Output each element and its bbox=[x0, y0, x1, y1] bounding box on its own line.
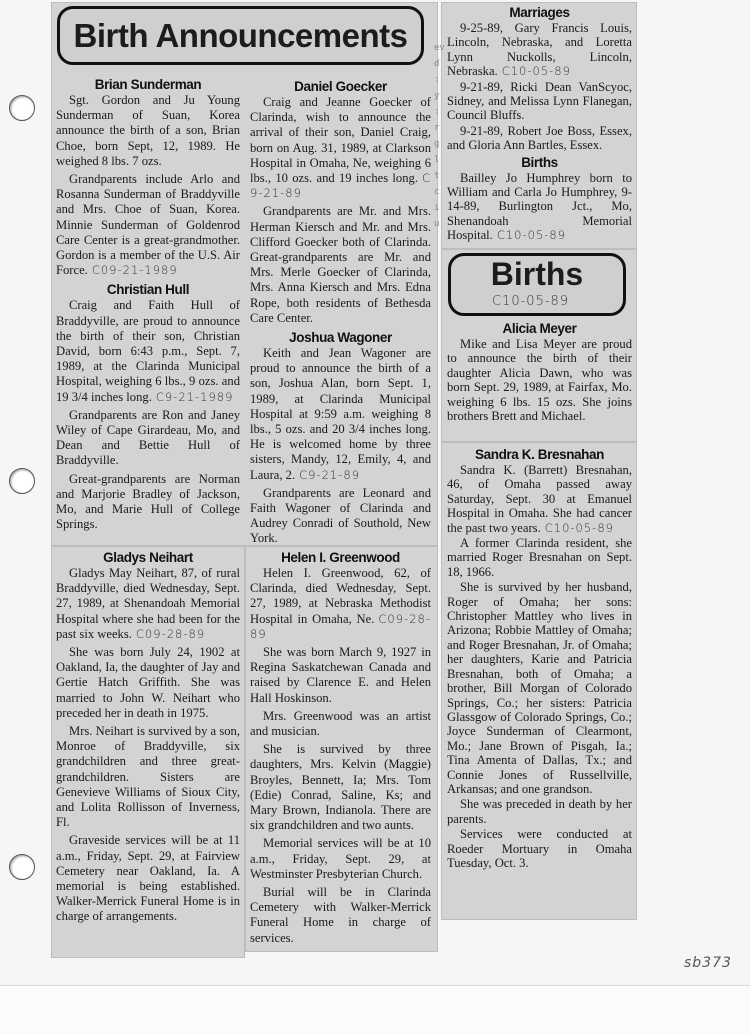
article-paragraph bbox=[56, 408, 240, 469]
paragraph-text: Keith and Jean Wagoner are proud to announce the birth of a son, Joshua Alan, born Sept. 1, 1989, at Clarinda Municipal Hospital at 9:59 a.m. weighing 8 lbs., 5 ozs. and 20 3/4 inches long. He is welcomed home by three sisters, Mandy, 12, Emily, 4, and Laura, 2. bbox=[250, 346, 431, 482]
article-paragraph bbox=[447, 827, 632, 870]
paragraph-text: Sgt. Gordon and Ju Young Sunderman of Suan, Korea announce the birth of a son, Brian Choe, born Sept, 12, 1989. He weighed 8 lbs. 7 ozs. bbox=[56, 93, 240, 168]
article-heading: Alicia Meyer bbox=[502, 321, 577, 336]
article-births bbox=[447, 154, 632, 243]
handwritten-date-note: C9-21-1989 bbox=[155, 389, 234, 404]
article-paragraph bbox=[447, 580, 632, 796]
article-christian-hull bbox=[56, 281, 240, 532]
article-heading: Brian Sunderman bbox=[94, 77, 202, 92]
article-paragraph bbox=[250, 885, 431, 946]
paragraph-text: Mrs. Neihart is survived by a son, Monroe of Braddyville, six grandchildren and three great-grandchildren. Sisters are Genevieve Williams of Sioux City, and Lolita Rollisson of Inverness, Fl. bbox=[56, 724, 240, 830]
column-alicia-meyer bbox=[447, 320, 632, 424]
punch-hole-icon bbox=[9, 468, 35, 494]
article-paragraph bbox=[56, 645, 240, 721]
paragraph-text: She was born July 24, 1902 at Oakland, Ia, the daughter of Jay and Gertie Hatch Griffith. She was married to John W. Neihart who preceded her in death in 1975. bbox=[56, 645, 240, 720]
article-joshua-wagoner bbox=[250, 329, 431, 547]
handwritten-date-note: C09-21-1989 bbox=[91, 263, 178, 278]
article-heading: Christian Hull bbox=[106, 282, 190, 298]
punch-hole-icon bbox=[9, 854, 35, 880]
handwritten-date-note: C10-05-89 bbox=[544, 520, 614, 535]
column-helen-greenwood bbox=[250, 549, 431, 949]
column-sandra-bresnahan bbox=[447, 446, 632, 871]
scan-margin bbox=[0, 985, 750, 1034]
article-paragraph bbox=[56, 724, 240, 830]
births-title: Births bbox=[448, 253, 626, 316]
column-births-left bbox=[56, 76, 240, 535]
article-paragraph bbox=[447, 797, 632, 826]
article-paragraph bbox=[447, 171, 632, 243]
column-births-middle bbox=[250, 78, 431, 550]
article-paragraph bbox=[250, 645, 431, 706]
article-brian-sunderman bbox=[56, 76, 240, 278]
paragraph-text: Mike and Lisa Meyer are proud to announce the birth of their daughter Alicia Dawn, who was born Sept. 29, 1989, at Fairfax, Mo. weighing 6 lbs. 15 ozs. She joins brothers Brett and Michael. bbox=[447, 337, 632, 424]
paragraph-text: Bailley Jo Humphrey born to William and Carla Jo Humphrey, 9-14-89, Burlington Jct., Mo, Shenandoah Memorial Hospital. bbox=[447, 170, 632, 243]
paragraph-text: A former Clarinda resident, she married Roger Bresnahan on Sept. 18, 1966. bbox=[447, 536, 632, 579]
paragraph-text: 9-21-89, Ricki Dean VanScyoc, Sidney, and Melissa Lynn Flanegan, Council Bluffs. bbox=[447, 79, 632, 123]
punch-hole-icon bbox=[9, 95, 35, 121]
handwritten-date-note: C10-05-89 bbox=[501, 64, 571, 79]
article-paragraph bbox=[56, 298, 240, 404]
article-daniel-goecker bbox=[250, 78, 431, 326]
paragraph-text: Craig and Jeanne Goecker of Clarinda, wish to announce the arrival of their son, Daniel Craig, born on Aug. 31, 1989, at Clarkson Hospital in Omaha, Ne, weighing 6 lbs., 10 ozs. and 19 inches long. bbox=[250, 95, 431, 186]
article-paragraph bbox=[56, 472, 240, 533]
article-paragraph bbox=[447, 463, 632, 535]
handwritten-date-note: C 9-21-89 bbox=[250, 171, 431, 201]
article-paragraph bbox=[56, 833, 240, 924]
article-paragraph bbox=[250, 742, 431, 833]
paragraph-text: Graveside services will be at 11 a.m., Friday, Sept. 29, at Fairview Cemetery near Oakland, Ia. A memorial is being established. Walker-Merrick Funeral Home is in charge of arrangements. bbox=[56, 833, 240, 924]
paragraph-text: Sandra K. (Barrett) Bresnahan, 46, of Omaha passed away Saturday, Sept. 30 at Emanuel Hospital in Omaha. She had cancer the past two years. bbox=[447, 463, 632, 535]
paragraph-text: Memorial services will be at 10 a.m., Friday, Sept. 29, at Westminster Presbyterian Church. bbox=[250, 836, 431, 881]
paragraph-text: Burial will be in Clarinda Cemetery with Walker-Merrick Funeral Home in charge of services. bbox=[250, 885, 431, 945]
article-marriages bbox=[447, 4, 632, 153]
article-paragraph bbox=[250, 709, 431, 739]
article-paragraph bbox=[250, 346, 431, 483]
article-helen-i-greenwood bbox=[250, 549, 431, 946]
handwritten-date-note: C10-05-89 bbox=[496, 228, 567, 243]
paragraph-text: She was preceded in death by her parents. bbox=[447, 797, 632, 826]
article-heading: Joshua Wagoner bbox=[289, 330, 392, 346]
birth-announcements-title: Birth Announcements bbox=[57, 6, 424, 65]
article-paragraph bbox=[447, 337, 632, 423]
article-paragraph bbox=[250, 486, 431, 547]
paragraph-text: Helen I. Greenwood, 62, of Clarinda, died Wednesday, Sept. 27, 1989, at Nebraska Methodist Hospital in Omaha, Ne. bbox=[250, 566, 431, 626]
paragraph-text: Craig and Faith Hull of Braddyville, are proud to announce the birth of their son, Christian David, born 6:43 p.m., Sept. 7, 1989, at the Clarinda Municipal Hospital, weighing 6 lbs., 9 ozs. and 19 3/4 inches long. bbox=[56, 298, 240, 404]
paragraph-text: Mrs. Greenwood was an artist and musician. bbox=[250, 708, 431, 739]
article-heading: Gladys Neihart bbox=[103, 550, 193, 565]
article-paragraph bbox=[250, 566, 431, 642]
handwritten-date-note: C10-05-89 bbox=[492, 294, 570, 309]
paragraph-text: Grandparents are Mr. and Mrs. Herman Kiersch and Mr. and Mrs. Clifford Goecker both of Clarinda. Great-grandparents are Mr. and Mrs. Merle Goecker of Clarinda, Mrs. Anna Kiersch and Mrs. Edna Rope, both residents of Bethesda Care Center. bbox=[250, 204, 431, 325]
article-alicia-meyer bbox=[447, 320, 632, 423]
article-heading: Daniel Goecker bbox=[294, 79, 387, 94]
article-paragraph bbox=[56, 566, 240, 642]
article-paragraph bbox=[250, 95, 431, 201]
article-paragraph bbox=[56, 172, 240, 278]
paragraph-text: Great-grandparents are Norman and Marjorie Bradley of Jackson, Mo, and Marie Hull of College Springs. bbox=[56, 471, 240, 532]
paragraph-text: Grandparents are Leonard and Faith Wagoner of Clarinda and Audrey Conradi of Southold, New York. bbox=[250, 485, 431, 546]
article-heading: Births bbox=[521, 154, 558, 170]
paragraph-text: 9-25-89, Gary Francis Louis, Lincoln, Nebraska, and Loretta Lynn Nuckolls, Lincoln, Nebraska. bbox=[447, 21, 632, 79]
article-heading: Helen I. Greenwood bbox=[281, 550, 400, 565]
article-heading: Sandra K. Bresnahan bbox=[475, 447, 604, 462]
paragraph-text: Gladys May Neihart, 87, of rural Braddyville, died Wednesday, Sept. 27, 1989, at Shenandoah Memorial Hospital where she had been for the past six weeks. bbox=[56, 566, 240, 641]
article-heading: Marriages bbox=[509, 5, 570, 20]
paragraph-text: 9-21-89, Robert Joe Boss, Essex, and Gloria Ann Bartles, Essex. bbox=[447, 123, 632, 153]
bleed-through-text: ev d : y : r g l t c i u bbox=[434, 43, 445, 229]
paragraph-text: Grandparents are Ron and Janey Wiley of Cape Girardeau, Mo, and Dean and Bettie Hull of Braddyville. bbox=[56, 407, 240, 468]
article-paragraph bbox=[447, 21, 632, 79]
article-sandra-k-bresnahan bbox=[447, 446, 632, 870]
article-paragraph bbox=[250, 836, 431, 882]
handwritten-date-note: C09-28-89 bbox=[250, 611, 431, 641]
handwritten-page-id: sb373 bbox=[684, 955, 732, 971]
article-paragraph bbox=[447, 124, 632, 153]
paragraph-text: She was born March 9, 1927 in Regina Saskatchewan Canada and raised by Clarence E. and Helen Hall Hoskinson. bbox=[250, 645, 431, 705]
handwritten-date-note: C9-21-89 bbox=[299, 467, 361, 482]
paragraph-text: She is survived by three daughters, Mrs. Kelvin (Maggie) Broyles, Bennett, Ia; Mrs. Tom (Edie) Conrad, Saline, Ks; and Mary Brown, Indianola. There are six grandchildren and two aunts. bbox=[250, 742, 431, 833]
article-paragraph bbox=[447, 536, 632, 579]
paragraph-text: She is survived by her husband, Roger of Omaha; her sons: Christopher Mattley who lives in Arizona; Robbie Mattley of Omaha; and Roger Bresnahan, Jr. of Omaha; her daughters, Karie and Patricia Bresnahan, both of Omaha; a brother, Bill Morgan of Colorado Springs, Co.; her sisters: Patricia Glassgow of Colorado Springs, Co.; Joyce Sunderman of Clearmont, Mo.; Jane Brown of Pisgah, Ia.; Tina Amenta of Dallas, Tx.; and Connie Jones of Russellville, Arkansas; and one grandson. bbox=[447, 580, 632, 796]
article-paragraph bbox=[447, 80, 632, 123]
handwritten-date-note: C09-28-89 bbox=[135, 626, 206, 641]
paragraph-text: Services were conducted at Roeder Mortuary in Omaha Tuesday, Oct. 3. bbox=[447, 827, 632, 870]
article-paragraph bbox=[56, 93, 240, 169]
paragraph-text: Grandparents include Arlo and Rosanna Sunderman of Braddyville and Mrs. Choe of Suan, Korea. Minnie Sunderman of Goldenrod Care Center is a great-grandmother. Gordon is a member of the U.S. Air Force. bbox=[56, 172, 240, 278]
article-paragraph bbox=[250, 204, 431, 326]
article-gladys-neihart bbox=[56, 549, 240, 925]
column-gladys-neihart bbox=[56, 549, 240, 928]
column-marriages bbox=[447, 4, 632, 244]
